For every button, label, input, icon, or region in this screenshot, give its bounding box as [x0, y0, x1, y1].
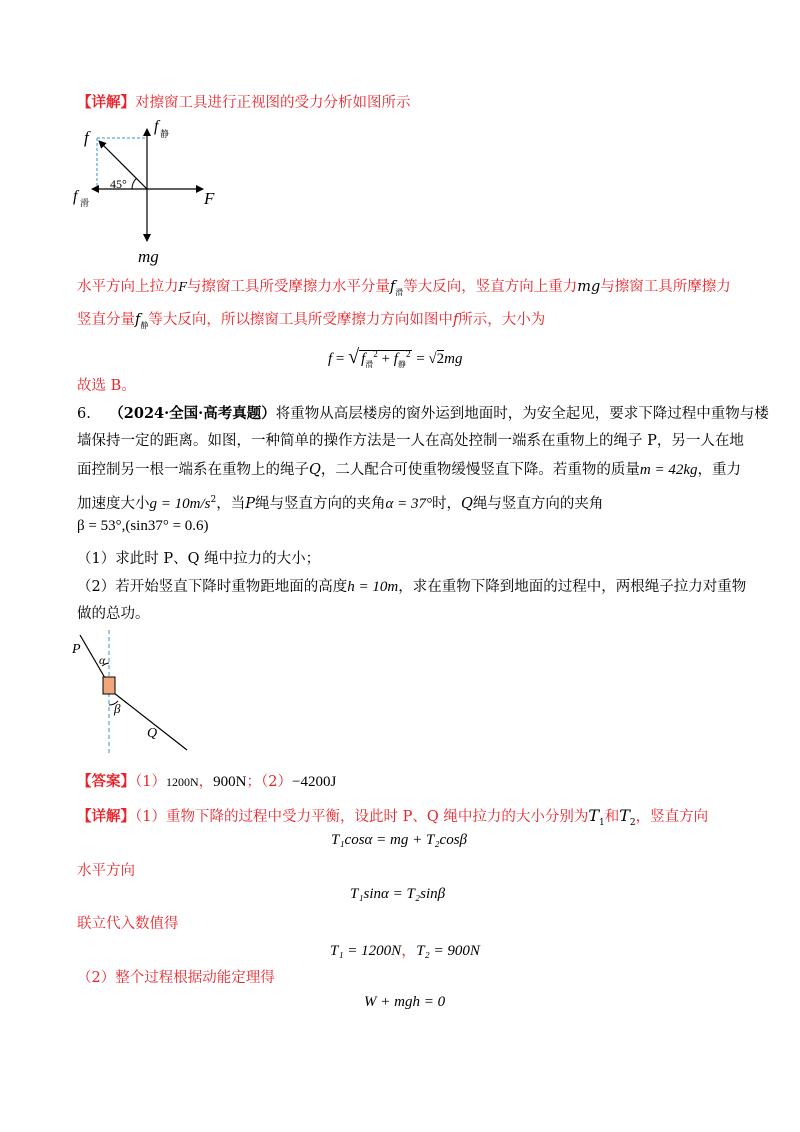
text: 与擦窗工具所受摩擦力水平分量	[186, 279, 390, 295]
text: 所示，大小为	[458, 312, 546, 328]
text: ，竖直方向	[635, 809, 709, 825]
text: ，重力	[697, 462, 742, 478]
sub: 滑	[395, 287, 404, 297]
angle-arc	[132, 178, 136, 189]
problem-source: （2024·全国·高考真题）	[109, 405, 276, 422]
part2-label: （2）整个过程根据动能定理得	[77, 970, 275, 986]
text: （2）若开始竖直下降时重物距地面的高度	[77, 579, 348, 595]
value: α = 37°	[385, 495, 432, 512]
value: T₁ = 1200N	[330, 943, 402, 959]
var: f	[393, 351, 398, 367]
label-f: f	[84, 128, 89, 147]
problem6-q1: （1）求此时 P、Q 绳中拉力的大小；	[77, 551, 321, 567]
var: Q	[309, 462, 321, 478]
section1-text: 对擦窗工具进行正视图的受力分析如图所示	[135, 95, 411, 111]
equation-1: T₁cosα = mg + T₂cosβ	[331, 832, 468, 848]
rope-Q	[114, 693, 187, 750]
problem6-line1	[77, 403, 769, 425]
text: ，	[198, 774, 214, 790]
text: 将重物从高层楼房的窗外运到地面时，为安全起见，要求下降过程中重物与楼	[275, 406, 769, 422]
sub: 滑	[365, 360, 374, 369]
problem6-line2: 墙保持一定的距离。如图，一种简单的操作方法是一人在高处控制一端系在重物上的绳子 P，另一人在地	[77, 433, 744, 449]
section1-line	[77, 92, 411, 114]
answer-label: 【答案】	[77, 773, 135, 790]
answer-choice: 故选 B。	[77, 378, 136, 394]
var: T	[619, 806, 630, 825]
text: （1）重物下降的过程中受力平衡，设此时 P、Q 绳中拉力的大小分别为	[135, 809, 589, 825]
text: 等大反向，所以擦窗工具所受摩擦力方向如图中	[148, 312, 453, 328]
text: 和	[604, 809, 620, 825]
label-alpha: α	[99, 653, 106, 667]
label-P: P	[72, 642, 81, 657]
formula-1: f = √ $f_滑^2 + f_静^2 = √2mg$	[328, 346, 463, 369]
var-f: f	[452, 312, 459, 328]
sup: 2	[210, 495, 217, 505]
detail-line1	[77, 805, 708, 834]
horizontal-label: 水平方向	[77, 863, 135, 879]
value: 1200N	[165, 775, 199, 789]
para1-line2	[77, 309, 545, 337]
num: 2	[436, 351, 445, 367]
label-F: F	[204, 189, 215, 208]
sub: 1	[599, 817, 605, 828]
equation-3	[330, 939, 480, 960]
text: 加速度大小	[77, 495, 150, 512]
sup: 2	[373, 349, 378, 359]
var-f: f	[135, 312, 141, 328]
label-f-sliding-sub: 滑	[80, 198, 90, 208]
sub: 静	[140, 320, 149, 330]
label-angle: 45°	[110, 177, 127, 191]
answer-line	[77, 771, 336, 793]
sub: 2	[629, 817, 636, 828]
rope-diagram	[70, 625, 200, 760]
value: g = 10m/s	[149, 495, 211, 512]
text: ，当	[216, 495, 246, 512]
text: ；	[246, 774, 261, 790]
var: T	[588, 806, 600, 825]
problem6-q2-line2: 做的总功。	[77, 606, 150, 622]
text: 等大反向，竖直方向上重力	[403, 279, 578, 295]
label-f-static: f	[154, 118, 159, 135]
var-F: F	[178, 280, 187, 294]
text: 与擦窗工具所摩擦力	[600, 279, 731, 295]
problem6-line3	[77, 459, 741, 481]
text: （1）	[135, 774, 166, 790]
value: h = 10m	[347, 579, 399, 595]
problem6-q2-line1	[77, 576, 746, 598]
var: f	[328, 351, 333, 367]
sup: 2	[405, 349, 411, 359]
value: −4200J	[291, 774, 337, 790]
text: 水平方向上拉力	[77, 279, 179, 295]
combine-label: 联立代入数值得	[77, 916, 179, 932]
text: 绳与竖直方向的夹角	[254, 495, 386, 512]
op: =	[416, 351, 425, 367]
value: m = 42kg	[639, 462, 698, 478]
equation-4: W + mgh = 0	[364, 994, 446, 1010]
op: +	[381, 351, 391, 367]
var: Q	[460, 495, 473, 512]
weight-block	[103, 677, 115, 694]
label-f-static-sub: 静	[160, 129, 170, 139]
var: mg	[444, 351, 463, 367]
label-beta: β	[114, 701, 121, 716]
text: 绳与竖直方向的夹角	[472, 495, 604, 512]
text: ，	[401, 943, 417, 959]
text: 竖直分量	[77, 312, 135, 328]
var-mg: mg	[577, 279, 601, 295]
text: ，求在重物下降到地面的过程中，两根绳子拉力对重物	[398, 579, 747, 595]
para1-line1	[77, 276, 731, 304]
problem6-line5: β = 53°,(sin37° = 0.6)	[77, 518, 209, 534]
text: 面控制另一根一端系在重物上的绳子	[77, 462, 309, 478]
text: ，二人配合可使重物缓慢竖直下降。若重物的质量	[320, 462, 640, 478]
sub: 静	[397, 360, 406, 369]
var-f: f	[389, 279, 396, 295]
force-diagram	[70, 115, 230, 270]
label-Q: Q	[147, 726, 158, 741]
op: =	[335, 351, 345, 367]
label-mg: mg	[138, 247, 159, 266]
text: 时，	[431, 495, 461, 512]
label-f-sliding: f	[73, 188, 78, 205]
problem-number: 6.	[77, 406, 91, 422]
problem6-line4	[77, 489, 603, 515]
detail-label: 【详解】	[77, 808, 135, 825]
value: 900N	[213, 774, 247, 790]
var: P	[245, 495, 255, 512]
detail-label: 【详解】	[77, 94, 135, 111]
equation-2: T₁sinα = T₂sinβ	[350, 886, 446, 902]
var: f	[361, 351, 366, 367]
value: T₂ = 900N	[416, 943, 480, 959]
text: （2）	[261, 774, 292, 790]
